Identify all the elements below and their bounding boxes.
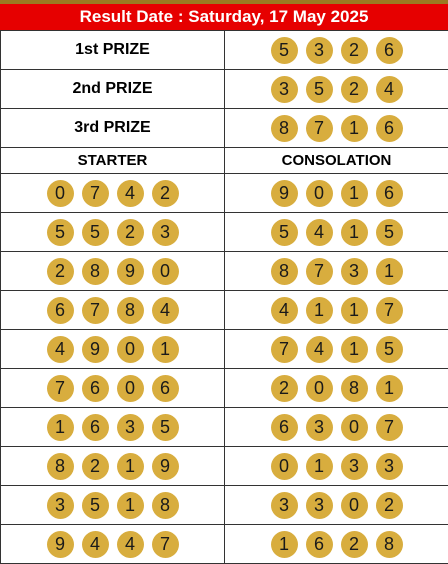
- digit-ball: 6: [376, 180, 403, 207]
- digit-ball: 8: [152, 492, 179, 519]
- consolation-number: [271, 336, 403, 363]
- digit-ball: 7: [47, 375, 74, 402]
- digit-ball: 1: [271, 531, 298, 558]
- digit-ball: 1: [341, 219, 368, 246]
- digit-ball: 3: [47, 492, 74, 519]
- starter-number: [47, 492, 179, 519]
- digit-ball: 8: [341, 375, 368, 402]
- digit-ball: 1: [306, 453, 333, 480]
- digit-ball: 2: [82, 453, 109, 480]
- starter-cell: [1, 174, 225, 213]
- digit-ball: 3: [306, 414, 333, 441]
- consolation-number: [271, 219, 403, 246]
- digit-ball: 6: [47, 297, 74, 324]
- number-row: [1, 252, 448, 291]
- digit-ball: 6: [376, 115, 403, 142]
- prize-number-cell: [225, 70, 448, 109]
- digit-ball: 7: [271, 336, 298, 363]
- digit-ball: 3: [306, 37, 333, 64]
- result-date-header: Result Date : Saturday, 17 May 2025: [0, 4, 448, 30]
- digit-ball: 1: [47, 414, 74, 441]
- digit-ball: 6: [271, 414, 298, 441]
- starter-cell: [1, 525, 225, 564]
- digit-ball: 1: [117, 492, 144, 519]
- digit-ball: 5: [82, 492, 109, 519]
- digit-ball: 0: [341, 492, 368, 519]
- consolation-cell: [225, 252, 448, 291]
- digit-ball: 4: [271, 297, 298, 324]
- starter-cell: [1, 252, 225, 291]
- digit-ball: 8: [47, 453, 74, 480]
- consolation-cell: [225, 369, 448, 408]
- consolation-number: [271, 258, 403, 285]
- number-row: [1, 408, 448, 447]
- consolation-cell: [225, 330, 448, 369]
- digit-ball: 0: [306, 375, 333, 402]
- starter-number: [47, 258, 179, 285]
- consolation-cell: [225, 447, 448, 486]
- consolation-heading: CONSOLATION: [282, 152, 392, 169]
- consolation-cell: [225, 486, 448, 525]
- prize-row: [1, 70, 448, 109]
- starter-number: [47, 297, 179, 324]
- digit-ball: 3: [341, 258, 368, 285]
- prize-number-cell: [225, 31, 448, 70]
- prize-number: [271, 115, 403, 142]
- digit-ball: 3: [271, 76, 298, 103]
- prize-label: 2nd PRIZE: [72, 80, 152, 97]
- digit-ball: 8: [376, 531, 403, 558]
- digit-ball: 5: [152, 414, 179, 441]
- digit-ball: 2: [341, 76, 368, 103]
- starter-number: [47, 180, 179, 207]
- digit-ball: 9: [47, 531, 74, 558]
- prize-label: 1st PRIZE: [75, 41, 150, 58]
- digit-ball: 7: [152, 531, 179, 558]
- number-row: [1, 291, 448, 330]
- digit-ball: 7: [82, 297, 109, 324]
- digit-ball: 7: [82, 180, 109, 207]
- digit-ball: 0: [152, 258, 179, 285]
- consolation-number: [271, 492, 403, 519]
- digit-ball: 3: [271, 492, 298, 519]
- digit-ball: 1: [376, 258, 403, 285]
- digit-ball: 0: [47, 180, 74, 207]
- digit-ball: 0: [271, 453, 298, 480]
- starter-cell: [1, 486, 225, 525]
- number-row: [1, 447, 448, 486]
- digit-ball: 0: [306, 180, 333, 207]
- consolation-cell: [225, 174, 448, 213]
- consolation-number: [271, 453, 403, 480]
- digit-ball: 4: [306, 336, 333, 363]
- digit-ball: 4: [376, 76, 403, 103]
- starter-number: [47, 219, 179, 246]
- digit-ball: 5: [47, 219, 74, 246]
- digit-ball: 9: [152, 453, 179, 480]
- prize-label-cell: [1, 70, 225, 109]
- digit-ball: 5: [376, 219, 403, 246]
- starter-cell: [1, 369, 225, 408]
- starter-cell: [1, 447, 225, 486]
- number-row: [1, 369, 448, 408]
- consolation-cell: [225, 213, 448, 252]
- prize-row: [1, 31, 448, 70]
- digit-ball: 3: [306, 492, 333, 519]
- digit-ball: 1: [341, 297, 368, 324]
- digit-ball: 1: [152, 336, 179, 363]
- digit-ball: 1: [341, 336, 368, 363]
- consolation-number: [271, 375, 403, 402]
- starter-number: [47, 375, 179, 402]
- results-table: [0, 30, 448, 564]
- prize-row: [1, 109, 448, 148]
- digit-ball: 7: [376, 414, 403, 441]
- digit-ball: 4: [117, 180, 144, 207]
- digit-ball: 2: [152, 180, 179, 207]
- digit-ball: 2: [47, 258, 74, 285]
- prize-label: 3rd PRIZE: [74, 119, 150, 136]
- number-row: [1, 174, 448, 213]
- digit-ball: 1: [376, 375, 403, 402]
- digit-ball: 6: [82, 375, 109, 402]
- starter-number: [47, 414, 179, 441]
- digit-ball: 8: [82, 258, 109, 285]
- prize-label-cell: [1, 31, 225, 70]
- number-row: [1, 486, 448, 525]
- digit-ball: 7: [376, 297, 403, 324]
- digit-ball: 9: [271, 180, 298, 207]
- consolation-number: [271, 414, 403, 441]
- results-table-body: [1, 31, 448, 564]
- digit-ball: 9: [82, 336, 109, 363]
- digit-ball: 8: [271, 115, 298, 142]
- digit-ball: 1: [341, 115, 368, 142]
- digit-ball: 8: [271, 258, 298, 285]
- digit-ball: 3: [152, 219, 179, 246]
- starter-number: [47, 531, 179, 558]
- digit-ball: 8: [117, 297, 144, 324]
- section-header-row: [1, 148, 448, 174]
- digit-ball: 0: [341, 414, 368, 441]
- digit-ball: 5: [271, 37, 298, 64]
- digit-ball: 1: [341, 180, 368, 207]
- prize-number: [271, 37, 403, 64]
- digit-ball: 4: [117, 531, 144, 558]
- digit-ball: 5: [82, 219, 109, 246]
- digit-ball: 2: [271, 375, 298, 402]
- digit-ball: 4: [82, 531, 109, 558]
- number-row: [1, 330, 448, 369]
- digit-ball: 1: [306, 297, 333, 324]
- digit-ball: 3: [117, 414, 144, 441]
- starter-cell: [1, 408, 225, 447]
- digit-ball: 5: [376, 336, 403, 363]
- digit-ball: 2: [341, 37, 368, 64]
- digit-ball: 7: [306, 258, 333, 285]
- prize-label-cell: [1, 109, 225, 148]
- digit-ball: 4: [306, 219, 333, 246]
- consolation-number: [271, 297, 403, 324]
- digit-ball: 4: [152, 297, 179, 324]
- prize-number-cell: [225, 109, 448, 148]
- digit-ball: 2: [341, 531, 368, 558]
- consolation-cell: [225, 408, 448, 447]
- digit-ball: 5: [271, 219, 298, 246]
- digit-ball: 0: [117, 375, 144, 402]
- starter-header-cell: [1, 148, 225, 174]
- digit-ball: 2: [117, 219, 144, 246]
- starter-number: [47, 453, 179, 480]
- digit-ball: 1: [117, 453, 144, 480]
- digit-ball: 6: [152, 375, 179, 402]
- consolation-number: [271, 531, 403, 558]
- digit-ball: 3: [341, 453, 368, 480]
- starter-cell: [1, 291, 225, 330]
- digit-ball: 4: [47, 336, 74, 363]
- consolation-cell: [225, 291, 448, 330]
- digit-ball: 6: [376, 37, 403, 64]
- consolation-header-cell: [225, 148, 448, 174]
- digit-ball: 6: [306, 531, 333, 558]
- starter-cell: [1, 330, 225, 369]
- digit-ball: 9: [117, 258, 144, 285]
- consolation-cell: [225, 525, 448, 564]
- number-row: [1, 525, 448, 564]
- number-row: [1, 213, 448, 252]
- prize-number: [271, 76, 403, 103]
- digit-ball: 3: [376, 453, 403, 480]
- digit-ball: 2: [376, 492, 403, 519]
- digit-ball: 5: [306, 76, 333, 103]
- starter-heading: STARTER: [78, 152, 148, 169]
- digit-ball: 0: [117, 336, 144, 363]
- digit-ball: 7: [306, 115, 333, 142]
- starter-number: [47, 336, 179, 363]
- consolation-number: [271, 180, 403, 207]
- starter-cell: [1, 213, 225, 252]
- digit-ball: 6: [82, 414, 109, 441]
